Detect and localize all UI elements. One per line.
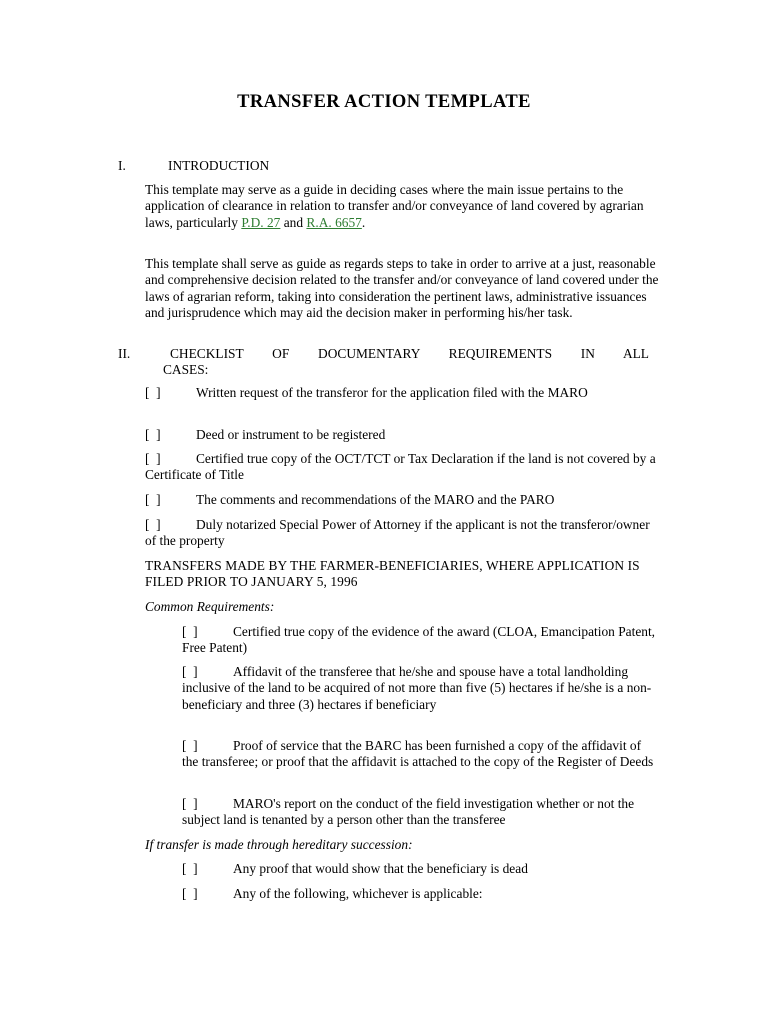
- common-requirement-text: MARO's report on the conduct of the field investigation whether or not the subject land is tenanted by a person other than the transferee: [182, 796, 635, 828]
- hereditary-item-text: Any of the following, whichever is applicable:: [233, 886, 483, 901]
- link-pd-27[interactable]: P.D. 27: [241, 214, 281, 230]
- intro-paragraph-2: This template shall serve as guide as regards steps to take in order to arrive at a just, reasonable and comprehensive decision related to the transfer and/or conveyance of land covered under the laws of agrarian reform, taking into consideration the pertinent laws, administrative issuances and jurisprudence which may aid the decision maker in performing his/her task.: [145, 256, 659, 320]
- checkbox[interactable]: [ ]: [182, 624, 198, 639]
- section-heading-introduction: INTRODUCTION: [168, 158, 270, 173]
- common-requirement-item: [182, 624, 658, 657]
- link-ra-6657[interactable]: R.A. 6657: [306, 214, 362, 230]
- checklist-heading-word-1: CHECKLIST: [170, 346, 244, 361]
- common-requirement-text: Certified true copy of the evidence of the award (CLOA, Emancipation Patent, Free Patent): [182, 624, 656, 656]
- intro-paragraph-1: [145, 182, 663, 231]
- checkbox[interactable]: [ ]: [145, 427, 161, 442]
- section-number-1: I.: [118, 158, 126, 173]
- checkbox[interactable]: [ ]: [182, 738, 198, 753]
- section-heading-checklist: [170, 346, 649, 362]
- document-title: TRANSFER ACTION TEMPLATE: [237, 92, 531, 112]
- checklist-item: [145, 517, 663, 550]
- hereditary-succession-label: If transfer is made through hereditary succession:: [145, 837, 413, 852]
- checklist-heading-word-2: OF: [272, 346, 290, 361]
- intro-paragraph-1-and: and: [280, 214, 307, 230]
- checkbox[interactable]: [ ]: [145, 385, 161, 400]
- checklist-item: [145, 427, 663, 443]
- common-requirements-label: Common Requirements:: [145, 599, 275, 614]
- checklist-item: [145, 385, 663, 401]
- checkbox[interactable]: [ ]: [145, 492, 161, 507]
- hereditary-item: [182, 861, 658, 877]
- common-requirement-text: Proof of service that the BARC has been furnished a copy of the affidavit of the transferee; or proof that the affidavit is attached to the copy of the Register of Deeds: [182, 738, 654, 770]
- checkbox[interactable]: [ ]: [182, 886, 198, 901]
- checklist-item-text: Written request of the transferor for the application filed with the MARO: [196, 385, 588, 400]
- checklist-item: [145, 492, 663, 508]
- checklist-item: [145, 451, 663, 484]
- checkbox[interactable]: [ ]: [182, 664, 198, 679]
- common-requirement-text: Affidavit of the transferee that he/she and spouse have a total landholding inclusive of the land to be acquired of not more than five (5) hectares if he/she is a non-beneficiary and three (3) hectares if beneficiary: [182, 664, 652, 712]
- checkbox[interactable]: [ ]: [182, 796, 198, 811]
- checklist-heading-word-4: REQUIREMENTS IN: [448, 346, 595, 361]
- intro-paragraph-1-period: .: [361, 214, 366, 230]
- common-requirement-item: [182, 738, 658, 771]
- checkbox[interactable]: [ ]: [145, 517, 161, 532]
- hereditary-item-text: Any proof that would show that the beneficiary is dead: [233, 861, 528, 876]
- section-number-2: II.: [118, 346, 131, 361]
- checklist-item-text: Duly notarized Special Power of Attorney if the applicant is not the transferor/owner of the property: [145, 517, 650, 549]
- checklist-item-text: Certified true copy of the OCT/TCT or Tax Declaration if the land is not covered by a Certificate of Title: [145, 451, 656, 483]
- transfers-heading: TRANSFERS MADE BY THE FARMER-BENEFICIARIES, WHERE APPLICATION IS FILED PRIOR TO JANUARY 5, 1996: [145, 558, 640, 590]
- hereditary-item: [182, 886, 658, 902]
- checkbox[interactable]: [ ]: [182, 861, 198, 876]
- common-requirement-item: [182, 796, 658, 829]
- checklist-heading-word-3: DOCUMENTARY: [318, 346, 420, 361]
- intro-paragraph-1-text: This template may serve as a guide in deciding cases where the main issue pertains to the application of clearance in relation to transfer and/or conveyance of land covered by agrarian laws, particularly: [145, 182, 644, 230]
- checkbox[interactable]: [ ]: [145, 451, 161, 466]
- checklist-item-text: The comments and recommendations of the MARO and the PARO: [196, 492, 555, 507]
- checklist-item-text: Deed or instrument to be registered: [196, 427, 386, 442]
- common-requirement-item: [182, 664, 658, 713]
- section-heading-checklist-cont: CASES:: [163, 362, 209, 377]
- checklist-heading-word-5: ALL: [622, 346, 649, 361]
